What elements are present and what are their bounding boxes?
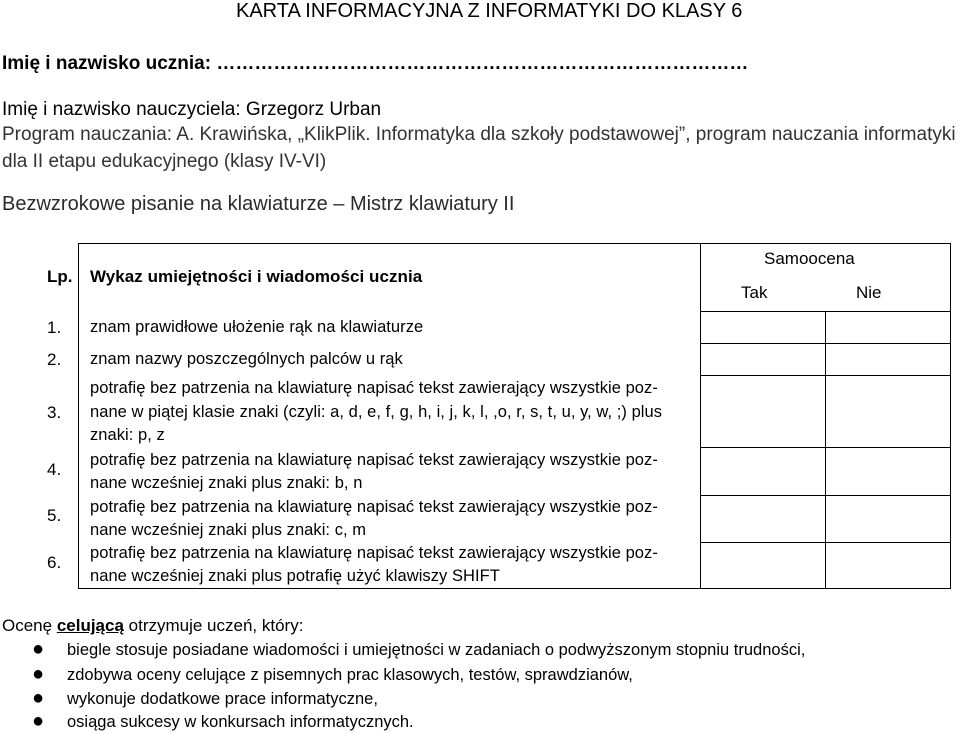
row-skill-text: nane wcześniej znaki plus znaki: b, n (90, 474, 363, 492)
row2-no-cell[interactable] (825, 344, 950, 376)
row1-yes-cell[interactable] (700, 312, 825, 344)
program-description: Program nauczania: A. Krawińska, „KlikPlik. Informatyka dla szkoły podstawowej”, program nauczania informatyki dla II etapu edukacyjnego (klasy IV-VI) (2, 124, 956, 172)
column-no-header: Nie (856, 283, 882, 302)
row-skill-text: potrafię bez patrzenia na klawiaturę napisać tekst zawierający wszystkie poz- (90, 544, 658, 562)
grade-intro (2, 616, 303, 636)
row4-yes-cell[interactable] (700, 448, 825, 496)
grade-criterion: zdobywa oceny celujące z pisemnych prac klasowych, testów, sprawdzianów, (67, 666, 633, 684)
bullet-icon: ● (32, 687, 45, 709)
row1-no-cell[interactable] (825, 312, 950, 344)
row2-yes-cell[interactable] (700, 344, 825, 376)
row-skill-text: potrafię bez patrzenia na klawiaturę napisać tekst zawierający wszystkie poz- (90, 451, 658, 469)
row-skill-text: znam nazwy poszczególnych palców u rąk (90, 350, 403, 368)
row-skill-text: znaki: p, z (90, 426, 165, 444)
row-skill-text: nane w piątej klasie znaki (czyli: a, d, e, f, g, h, i, j, k, l, ,o, r, s, t, u, y, w, ;) plus (90, 403, 663, 421)
grade-name: celującą (56, 616, 124, 635)
row5-no-cell[interactable] (825, 496, 950, 543)
row-number: 3. (47, 403, 62, 422)
page-title: KARTA INFORMACYJNA Z INFORMATYKI DO KLASY 6 (236, 0, 743, 22)
row-number: 4. (47, 460, 62, 479)
row6-no-cell[interactable] (825, 543, 950, 589)
column-self-assessment-header: Samoocena (764, 249, 855, 268)
column-yes-header: Tak (741, 283, 768, 302)
grade-intro-pre: Ocenę (2, 616, 57, 635)
row3-no-cell[interactable] (825, 376, 950, 448)
column-skill-header: Wykaz umiejętności i wiadomości ucznia (90, 267, 423, 286)
row-number: 1. (47, 318, 62, 337)
bullet-icon: ● (32, 663, 45, 685)
student-name-line: Imię i nazwisko ucznia: ………………………………………………………………………… (2, 53, 749, 74)
row-skill-text: nane wcześniej znaki plus znaki: c, m (90, 521, 367, 539)
grade-intro-post: otrzymuje uczeń, który: (123, 616, 304, 635)
row6-yes-cell[interactable] (700, 543, 825, 589)
grade-criterion: osiąga sukcesy w konkursach informatycznych. (67, 713, 414, 731)
row4-no-cell[interactable] (825, 448, 950, 496)
row3-yes-cell[interactable] (700, 376, 825, 448)
row-skill-text: znam prawidłowe ułożenie rąk na klawiaturze (90, 318, 424, 336)
row-number: 6. (47, 553, 62, 572)
subject-title: Bezwzrokowe pisanie na klawiaturze – Mistrz klawiatury II (2, 193, 515, 215)
row5-yes-cell[interactable] (700, 496, 825, 543)
row-skill-text: nane wcześniej znaki plus potrafię użyć klawiszy SHIFT (90, 567, 500, 585)
row-number: 5. (47, 506, 62, 525)
grade-criterion: biegle stosuje posiadane wiadomości i umiejętności w zadaniach o podwyższonym stopniu trudności, (67, 641, 806, 659)
row-skill-text: potrafię bez patrzenia na klawiaturę napisać tekst zawierający wszystkie poz- (90, 379, 658, 397)
grade-criterion: wykonuje dodatkowe prace informatyczne, (67, 690, 378, 708)
column-lp-header: Lp. (47, 267, 73, 286)
teacher-name: Imię i nazwisko nauczyciela: Grzegorz Urban (2, 99, 382, 120)
bullet-icon: ● (32, 638, 45, 660)
bullet-icon: ● (32, 710, 45, 732)
row-skill-text: potrafię bez patrzenia na klawiaturę napisać tekst zawierający wszystkie poz- (90, 498, 658, 516)
row-number: 2. (47, 350, 62, 369)
